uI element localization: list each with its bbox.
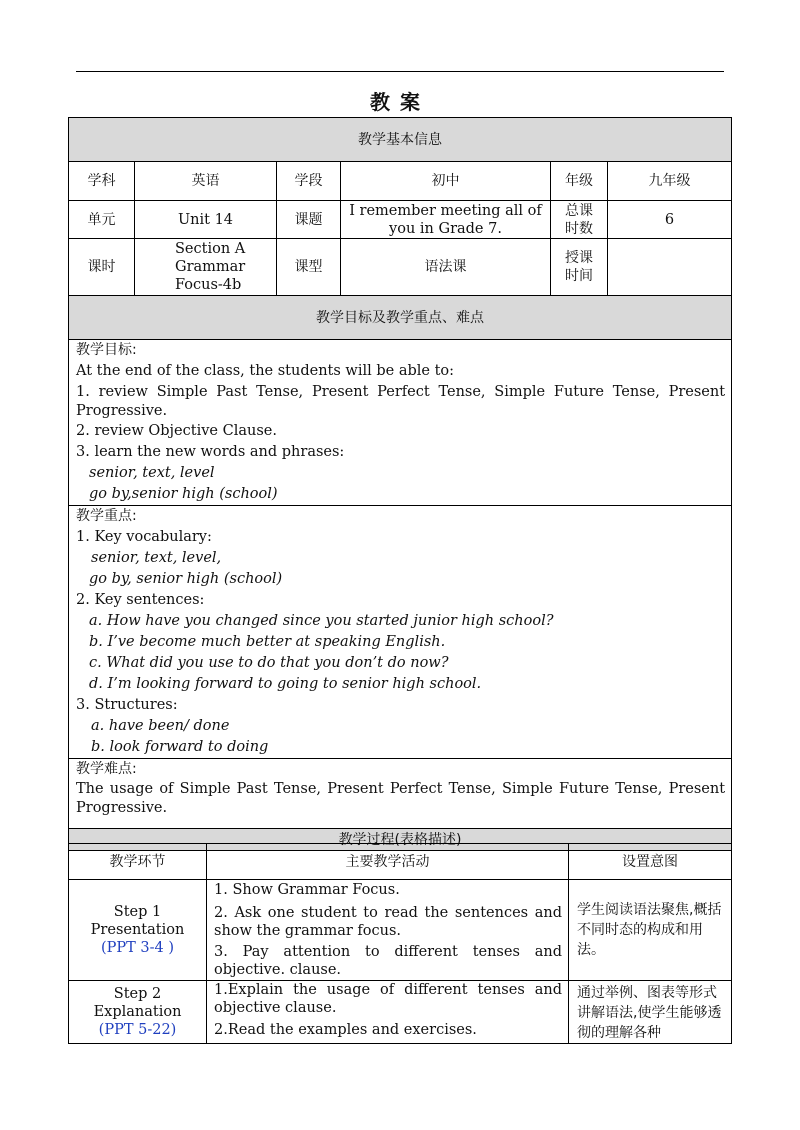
goal-item-2: 2. review Objective Clause. bbox=[76, 423, 277, 439]
period-line: Focus-4b bbox=[175, 277, 242, 293]
step-name: Step 2 bbox=[113, 986, 162, 1002]
key-points-heading: 教学重点: bbox=[76, 508, 137, 524]
teaching-time-label: 授课时间 bbox=[551, 239, 608, 296]
period-value bbox=[135, 239, 277, 296]
step-cell bbox=[69, 981, 207, 1044]
goals-heading: 教学目标: bbox=[76, 342, 137, 358]
goal-words-1: senior, text, level bbox=[89, 465, 215, 481]
activity-cell bbox=[207, 981, 569, 1044]
step-ppt: (PPT 3-4 ) bbox=[100, 940, 175, 956]
step-cell bbox=[69, 880, 207, 981]
intent-cell: 通过举例、图表等形式讲解语法,使学生能够透彻的理解各种 bbox=[569, 981, 732, 1044]
key-points bbox=[69, 506, 732, 759]
process-header: 教学过程(表格描述) bbox=[69, 829, 732, 851]
activity-cell bbox=[207, 880, 569, 981]
difficulties bbox=[69, 759, 732, 829]
topic-label: 课题 bbox=[277, 201, 341, 239]
process-table bbox=[68, 843, 732, 1044]
basic-info-header: 教学基本信息 bbox=[69, 118, 732, 162]
basic-info-table bbox=[68, 117, 732, 851]
structure-a: a. have been/ done bbox=[91, 718, 230, 734]
total-hours-value: 6 bbox=[608, 201, 732, 239]
intent-cell: 学生阅读语法聚焦,概括不同时态的构成和用法。 bbox=[569, 880, 732, 981]
key-sentence-d: d. I’m looking forward to going to senior high school. bbox=[89, 676, 482, 692]
objectives-header: 教学目标及教学重点、难点 bbox=[69, 296, 732, 340]
goal-item-3: 3. learn the new words and phrases: bbox=[76, 444, 345, 460]
process-row bbox=[69, 880, 732, 981]
teaching-time-value bbox=[608, 239, 732, 296]
key-sentences-label: 2. Key sentences: bbox=[76, 592, 205, 608]
activity-item: 3. Pay attention to different tenses and objective. clause. bbox=[214, 944, 562, 978]
stage-value: 初中 bbox=[341, 162, 551, 201]
key-sentence-a: a. How have you changed since you started junior high school? bbox=[89, 613, 554, 629]
period-line: Section A bbox=[175, 241, 246, 257]
structure-b: b. look forward to doing bbox=[91, 739, 269, 755]
lesson-type-label: 课型 bbox=[277, 239, 341, 296]
period-label: 课时 bbox=[69, 239, 135, 296]
activity-item: 1.Explain the usage of different tenses and objective clause. bbox=[214, 982, 562, 1016]
page-title: 教案 bbox=[370, 90, 430, 114]
key-vocab-1: senior, text, level, bbox=[91, 550, 222, 566]
total-hours-label: 总课时数 bbox=[551, 201, 608, 239]
key-sentence-c: c. What did you use to do that you don’t do now? bbox=[89, 655, 449, 671]
grade-value: 九年级 bbox=[608, 162, 732, 201]
step-title: Presentation bbox=[90, 922, 185, 938]
grade-label: 年级 bbox=[551, 162, 608, 201]
difficulties-text: The usage of Simple Past Tense, Present Perfect Tense, Simple Future Tense, Present Progressive. bbox=[76, 781, 726, 816]
activity-item: 2. Ask one student to read the sentences and show the grammar focus. bbox=[214, 905, 562, 939]
key-vocab-2: go by, senior high (school) bbox=[89, 571, 283, 587]
structures-label: 3. Structures: bbox=[76, 697, 178, 713]
subject-value: 英语 bbox=[135, 162, 277, 201]
col-intent-header: 设置意图 bbox=[569, 844, 732, 880]
topic-value: I remember meeting all of you in Grade 7. bbox=[341, 201, 551, 239]
goal-words-2: go by,senior high (school) bbox=[89, 486, 278, 502]
step-title: Explanation bbox=[93, 1004, 182, 1020]
col-activity-header: 主要教学活动 bbox=[207, 844, 569, 880]
subject-label: 学科 bbox=[69, 162, 135, 201]
goal-item-1: 1. review Simple Past Tense, Present Perfect Tense, Simple Future Tense, Present Progressive. bbox=[76, 384, 726, 419]
activity-item: 1. Show Grammar Focus. bbox=[214, 882, 400, 898]
difficulties-heading: 教学难点: bbox=[76, 761, 137, 777]
key-vocab-label: 1. Key vocabulary: bbox=[76, 529, 212, 545]
lesson-type-value: 语法课 bbox=[341, 239, 551, 296]
col-step-header: 教学环节 bbox=[69, 844, 207, 880]
key-sentence-b: b. I’ve become much better at speaking English. bbox=[89, 634, 446, 650]
process-row bbox=[69, 981, 732, 1044]
activity-item: 2.Read the examples and exercises. bbox=[214, 1022, 477, 1038]
teaching-goals bbox=[69, 340, 732, 506]
goals-intro: At the end of the class, the students will be able to: bbox=[76, 363, 455, 379]
step-ppt: (PPT 5-22) bbox=[98, 1022, 177, 1038]
unit-label: 单元 bbox=[69, 201, 135, 239]
unit-value: Unit 14 bbox=[135, 201, 277, 239]
header-rule bbox=[76, 71, 724, 72]
step-name: Step 1 bbox=[113, 904, 162, 920]
stage-label: 学段 bbox=[277, 162, 341, 201]
period-line: Grammar bbox=[175, 259, 246, 275]
